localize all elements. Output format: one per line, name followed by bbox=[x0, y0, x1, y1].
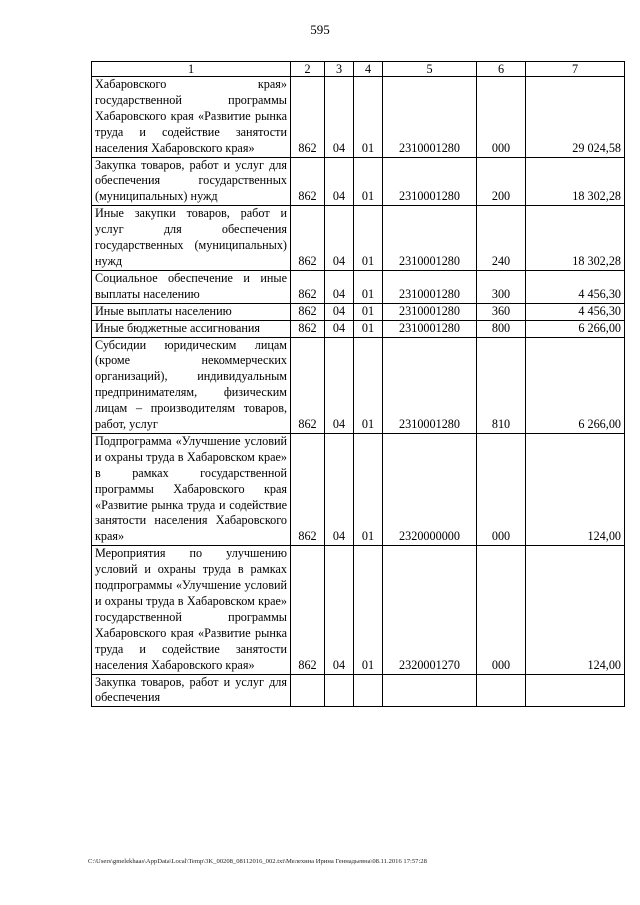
cell-target-article bbox=[383, 674, 477, 707]
table-row bbox=[92, 157, 625, 206]
cell-target-article: 2320000000 bbox=[383, 433, 477, 545]
cell-section: 04 bbox=[325, 337, 354, 433]
cell-expense-type: 000 bbox=[477, 77, 526, 158]
col-header-5: 5 bbox=[383, 62, 477, 77]
cell-section bbox=[325, 674, 354, 707]
cell-amount: 6 266,00 bbox=[526, 337, 625, 433]
cell-amount: 18 302,28 bbox=[526, 206, 625, 271]
cell-admin-code: 862 bbox=[291, 77, 325, 158]
row-name: Мероприятия по улучшению условий и охраны труда в рамках подпрограммы «Улучшение условий и охраны труда в Хабаровском крае» государственной программы Хабаровского края «Развитие рынка труда и содействие занятости населения Хабаровского края» bbox=[92, 546, 291, 674]
row-name: Закупка товаров, работ и услуг для обеспечения государственных (муниципальных) нужд bbox=[92, 157, 291, 206]
table-row bbox=[92, 337, 625, 433]
cell-subsection: 01 bbox=[354, 270, 383, 303]
table-row bbox=[92, 674, 625, 707]
row-name: Подпрограмма «Улучшение условий и охраны труда в Хабаровском крае» в рамках государственной программы Хабаровского края «Развитие рынка труда и содействие занятости населения Хабаровского края» bbox=[92, 433, 291, 545]
cell-section: 04 bbox=[325, 157, 354, 206]
row-name: Иные закупки товаров, работ и услуг для обеспечения государственных (муниципальных) нужд bbox=[92, 206, 291, 271]
cell-subsection: 01 bbox=[354, 157, 383, 206]
cell-amount: 4 456,30 bbox=[526, 270, 625, 303]
col-header-4: 4 bbox=[354, 62, 383, 77]
cell-expense-type bbox=[477, 674, 526, 707]
cell-amount: 29 024,58 bbox=[526, 77, 625, 158]
row-name: Хабаровского края» государственной программы Хабаровского края «Развитие рынка труда и содействие занятости населения Хабаровского края» bbox=[92, 77, 291, 158]
cell-target-article: 2310001280 bbox=[383, 337, 477, 433]
cell-expense-type: 800 bbox=[477, 320, 526, 337]
cell-expense-type: 000 bbox=[477, 546, 526, 674]
row-name: Субсидии юридическим лицам (кроме некоммерческих организаций), индивидуальным предпринимателям, физическим лицам – производителям товаров, работ, услуг bbox=[92, 337, 291, 433]
cell-amount: 124,00 bbox=[526, 433, 625, 545]
cell-expense-type: 810 bbox=[477, 337, 526, 433]
cell-section: 04 bbox=[325, 320, 354, 337]
cell-subsection bbox=[354, 674, 383, 707]
cell-section: 04 bbox=[325, 546, 354, 674]
cell-target-article: 2310001280 bbox=[383, 77, 477, 158]
col-header-1: 1 bbox=[92, 62, 291, 77]
cell-target-article: 2320001270 bbox=[383, 546, 477, 674]
col-header-2: 2 bbox=[291, 62, 325, 77]
cell-target-article: 2310001280 bbox=[383, 206, 477, 271]
cell-target-article: 2310001280 bbox=[383, 320, 477, 337]
table-row bbox=[92, 433, 625, 545]
cell-target-article: 2310001280 bbox=[383, 270, 477, 303]
cell-section: 04 bbox=[325, 270, 354, 303]
cell-amount: 124,00 bbox=[526, 546, 625, 674]
cell-section: 04 bbox=[325, 77, 354, 158]
table-row bbox=[92, 320, 625, 337]
cell-amount: 4 456,30 bbox=[526, 303, 625, 320]
col-header-7: 7 bbox=[526, 62, 625, 77]
cell-admin-code: 862 bbox=[291, 206, 325, 271]
cell-expense-type: 000 bbox=[477, 433, 526, 545]
cell-amount: 18 302,28 bbox=[526, 157, 625, 206]
cell-admin-code: 862 bbox=[291, 270, 325, 303]
table-row bbox=[92, 206, 625, 271]
cell-admin-code: 862 bbox=[291, 433, 325, 545]
cell-subsection: 01 bbox=[354, 433, 383, 545]
cell-admin-code bbox=[291, 674, 325, 707]
cell-target-article: 2310001280 bbox=[383, 303, 477, 320]
row-name: Иные выплаты населению bbox=[92, 303, 291, 320]
table-row bbox=[92, 303, 625, 320]
cell-expense-type: 200 bbox=[477, 157, 526, 206]
cell-expense-type: 240 bbox=[477, 206, 526, 271]
cell-admin-code: 862 bbox=[291, 320, 325, 337]
table-row bbox=[92, 77, 625, 158]
cell-subsection: 01 bbox=[354, 320, 383, 337]
file-path-footer: C:\Users\gmelekhaas\AppData\Local\Temp\3K_00208_08112016_002.txt\Мелехина Ирина Геннадьевна\08.11.2016 17:57:28 bbox=[88, 858, 427, 865]
cell-admin-code: 862 bbox=[291, 337, 325, 433]
cell-amount: 6 266,00 bbox=[526, 320, 625, 337]
cell-subsection: 01 bbox=[354, 337, 383, 433]
row-name: Иные бюджетные ассигнования bbox=[92, 320, 291, 337]
table-row bbox=[92, 270, 625, 303]
cell-expense-type: 360 bbox=[477, 303, 526, 320]
cell-subsection: 01 bbox=[354, 546, 383, 674]
table-row bbox=[92, 546, 625, 674]
cell-expense-type: 300 bbox=[477, 270, 526, 303]
row-name: Закупка товаров, работ и услуг для обеспечения bbox=[92, 674, 291, 707]
cell-amount bbox=[526, 674, 625, 707]
budget-table bbox=[91, 61, 625, 707]
cell-subsection: 01 bbox=[354, 206, 383, 271]
cell-target-article: 2310001280 bbox=[383, 157, 477, 206]
row-name: Социальное обеспечение и иные выплаты населению bbox=[92, 270, 291, 303]
page-number: 595 bbox=[310, 22, 330, 37]
cell-section: 04 bbox=[325, 303, 354, 320]
col-header-6: 6 bbox=[477, 62, 526, 77]
col-header-3: 3 bbox=[325, 62, 354, 77]
header-row bbox=[92, 62, 625, 77]
cell-section: 04 bbox=[325, 206, 354, 271]
cell-subsection: 01 bbox=[354, 77, 383, 158]
cell-admin-code: 862 bbox=[291, 157, 325, 206]
cell-subsection: 01 bbox=[354, 303, 383, 320]
cell-section: 04 bbox=[325, 433, 354, 545]
cell-admin-code: 862 bbox=[291, 303, 325, 320]
cell-admin-code: 862 bbox=[291, 546, 325, 674]
